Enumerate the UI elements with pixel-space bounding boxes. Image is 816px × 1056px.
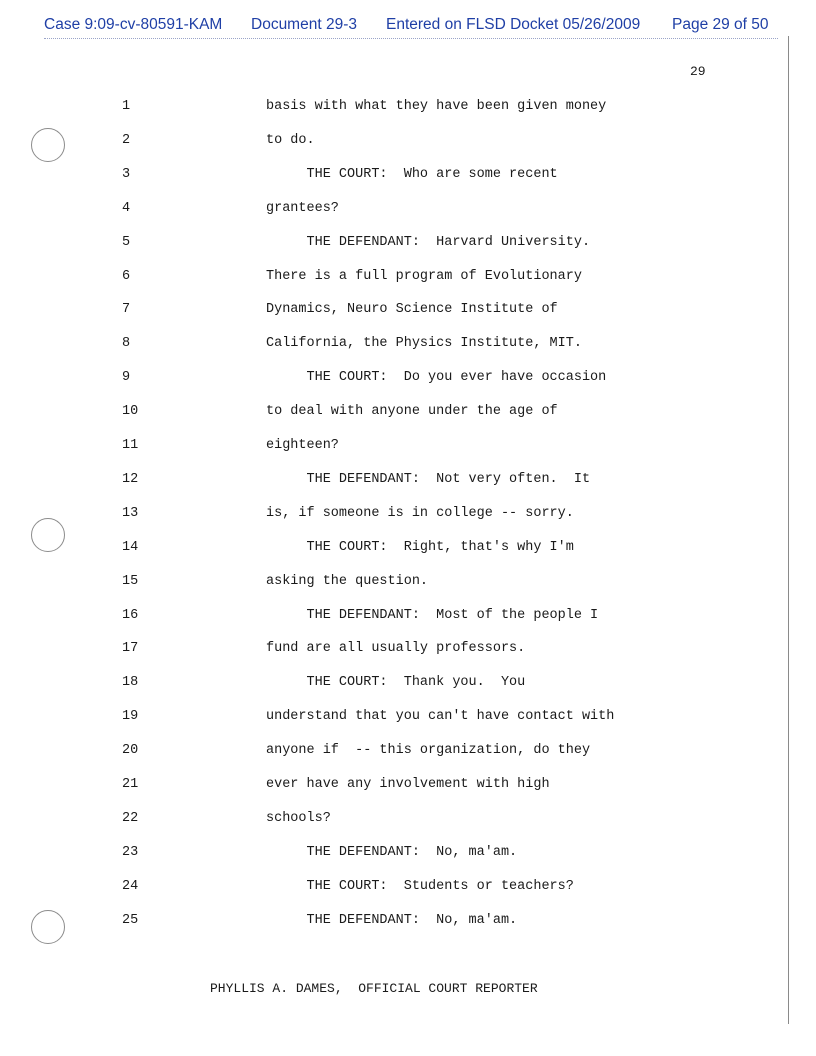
transcript-line (0, 879, 816, 899)
transcript-line (0, 235, 816, 255)
page-of-total: Page 29 of 50 (672, 16, 769, 33)
line-number: 17 (122, 641, 139, 657)
line-text: fund are all usually professors. (266, 641, 526, 657)
line-number: 4 (122, 200, 131, 216)
docket-entry-date: Entered on FLSD Docket 05/26/2009 (386, 16, 641, 33)
line-number: 20 (122, 743, 139, 759)
line-number: 5 (122, 234, 131, 250)
transcript-line (0, 540, 816, 560)
line-number: 1 (122, 99, 131, 114)
court-reporter-footer: PHYLLIS A. DAMES, OFFICIAL COURT REPORTER (210, 981, 538, 996)
transcript-line (0, 506, 816, 526)
transcript-line (0, 845, 816, 865)
line-number: 9 (122, 370, 131, 386)
transcript-line (0, 709, 816, 729)
line-number: 21 (122, 777, 139, 792)
transcript-line (0, 133, 816, 153)
line-text: eighteen? (266, 438, 339, 453)
line-text: THE DEFENDANT: Most of the people I (266, 607, 599, 623)
document-number: Document 29-3 (251, 16, 357, 33)
case-number: Case 9:09-cv-80591-KAM (44, 16, 223, 33)
line-text: grantees? (266, 200, 339, 216)
line-text: THE COURT: Students or teachers? (266, 878, 574, 894)
line-text: anyone if -- this organization, do they (266, 743, 591, 759)
transcript-line (0, 438, 816, 458)
line-text: THE DEFENDANT: Harvard University. (266, 234, 591, 250)
line-text: to do. (266, 132, 315, 148)
line-text: ever have any involvement with high (266, 777, 550, 792)
line-number: 13 (122, 505, 139, 521)
line-text: THE COURT: Thank you. You (266, 675, 526, 691)
line-number: 11 (122, 438, 139, 453)
line-text: THE COURT: Right, that's why I'm (266, 539, 574, 555)
line-number: 16 (122, 607, 139, 623)
transcript-line (0, 472, 816, 492)
line-number: 2 (122, 132, 131, 148)
transcript-line (0, 404, 816, 424)
line-text: THE COURT: Who are some recent (266, 166, 558, 182)
transcript-line (0, 675, 816, 695)
transcript-line (0, 99, 816, 119)
line-text: There is a full program of Evolutionary (266, 268, 582, 284)
line-number: 7 (122, 302, 131, 318)
line-text: basis with what they have been given money (266, 99, 607, 114)
transcript-line (0, 269, 816, 289)
docket-header (44, 16, 778, 39)
transcript-line (0, 913, 816, 933)
transcript-line (0, 641, 816, 661)
line-text: understand that you can't have contact with (266, 709, 615, 725)
line-number: 22 (122, 810, 139, 826)
transcript-line (0, 811, 816, 831)
transcript-line (0, 574, 816, 594)
line-number: 23 (122, 844, 139, 860)
line-text: is, if someone is in college -- sorry. (266, 505, 574, 521)
line-number: 6 (122, 268, 131, 284)
line-number: 15 (122, 573, 139, 589)
line-text: schools? (266, 810, 331, 826)
line-number: 14 (122, 539, 139, 555)
transcript-line (0, 201, 816, 221)
transcript-line (0, 167, 816, 187)
line-number: 10 (122, 404, 139, 420)
line-text: asking the question. (266, 573, 429, 589)
line-text: THE DEFENDANT: No, ma'am. (266, 912, 518, 928)
line-number: 19 (122, 709, 139, 725)
line-number: 12 (122, 471, 139, 487)
line-number: 18 (122, 675, 139, 691)
line-text: California, the Physics Institute, MIT. (266, 336, 582, 352)
line-number: 8 (122, 336, 131, 352)
transcript-line (0, 743, 816, 763)
line-text: THE DEFENDANT: No, ma'am. (266, 844, 518, 860)
transcript-line (0, 608, 816, 628)
line-number: 24 (122, 878, 139, 894)
transcript-line (0, 302, 816, 322)
transcript-line (0, 336, 816, 356)
transcript-line (0, 777, 816, 797)
transcript-page-number: 29 (690, 64, 706, 79)
line-text: to deal with anyone under the age of (266, 404, 558, 420)
line-text: Dynamics, Neuro Science Institute of (266, 302, 558, 318)
transcript-line (0, 370, 816, 390)
line-text: THE COURT: Do you ever have occasion (266, 370, 607, 386)
line-number: 25 (122, 912, 139, 928)
line-text: THE DEFENDANT: Not very often. It (266, 471, 591, 487)
line-number: 3 (122, 166, 131, 182)
